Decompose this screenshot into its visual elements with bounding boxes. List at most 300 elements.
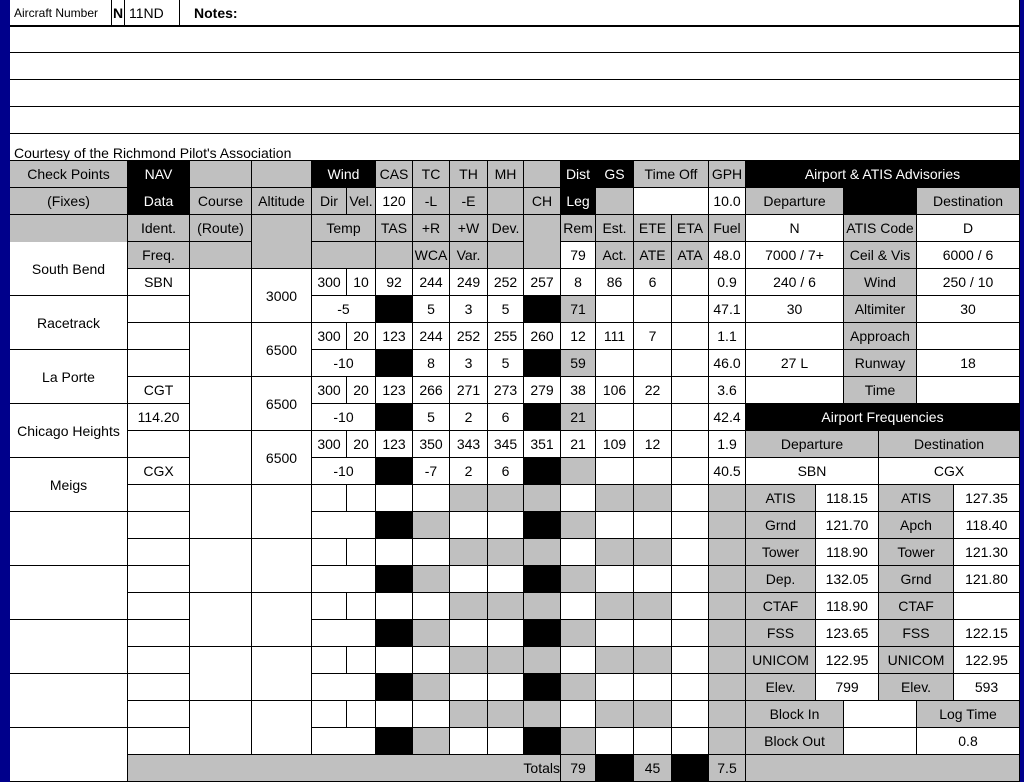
leg-5-gph[interactable] (709, 485, 746, 512)
leg-8-tc[interactable] (413, 647, 450, 674)
leg-2-th: 252 (450, 323, 488, 350)
leg-5-nav-ident[interactable] (128, 485, 190, 512)
leg-2-cas: 123 (376, 323, 413, 350)
leg-8-gs-act[interactable] (596, 674, 634, 701)
leg-8-course[interactable] (190, 647, 252, 701)
hdr-ate: ATE (634, 242, 672, 269)
leg-4-wca: -7 (413, 458, 450, 485)
leg-6-altitude[interactable] (252, 539, 312, 593)
leg-7-nav-freq[interactable] (128, 620, 190, 647)
leg-8-fuel[interactable] (709, 674, 746, 701)
checkpoint-blank-2[interactable] (10, 566, 128, 620)
atis-label-0: Ceil & Vis (844, 242, 917, 269)
leg-4-gs-act[interactable] (596, 458, 634, 485)
checkpoint-blank-4[interactable] (10, 674, 128, 728)
leg-5-tc[interactable] (413, 485, 450, 512)
leg-9-altitude[interactable] (252, 701, 312, 755)
leg-5-temp[interactable] (312, 512, 376, 539)
leg-8-ch[interactable] (524, 647, 561, 674)
leg-8-wind-vel[interactable] (347, 647, 376, 674)
leg-5-course[interactable] (190, 485, 252, 539)
leg-7-wind-vel[interactable] (347, 593, 376, 620)
hdr-cas: CAS (376, 161, 413, 188)
leg-3-nav-freq: 114.20 (128, 404, 190, 431)
leg-1-gs-act[interactable] (596, 296, 634, 323)
leg-6-ata[interactable] (672, 566, 709, 593)
leg-3-ata[interactable] (672, 404, 709, 431)
notes-line-3[interactable] (10, 80, 1020, 107)
freqs-dep-label-5: FSS (746, 620, 816, 647)
freqs-dep-value-7: 799 (816, 674, 879, 701)
leg-9-wind-dir[interactable] (312, 701, 347, 728)
leg-9-ch-blocked (524, 728, 561, 755)
leg-9-wind-vel[interactable] (347, 701, 376, 728)
leg-8-cas[interactable] (376, 647, 413, 674)
leg-9-mh[interactable] (488, 701, 524, 728)
leg-2-tas-blocked (376, 350, 413, 377)
hdr-check-points: Check Points (10, 161, 128, 188)
freqs-dep-airport: SBN (746, 458, 879, 485)
atis-dep-5 (746, 377, 844, 404)
atis-label-3: Approach (844, 323, 917, 350)
leg-9-ata[interactable] (672, 728, 709, 755)
leg-1-wind-dir: 300 (312, 269, 347, 296)
totals-dist: 79 (561, 755, 596, 782)
leg-7-eta[interactable] (672, 593, 709, 620)
leg-1-cas: 92 (376, 269, 413, 296)
n-prefix-label: N (112, 0, 125, 26)
leg-7-fuel[interactable] (709, 620, 746, 647)
hdr-ch-bottom (524, 215, 561, 269)
time-off-input[interactable] (634, 188, 709, 215)
freqs-dep-value-0: 118.15 (816, 485, 879, 512)
freqs-dest-label-0: ATIS (879, 485, 954, 512)
leg-4-th: 343 (450, 431, 488, 458)
atis-dest-2: 30 (917, 296, 1020, 323)
hdr-gs-blank (596, 188, 634, 215)
leg-3-th: 271 (450, 377, 488, 404)
leg-5-cas[interactable] (376, 485, 413, 512)
hdr-dist: Dist (561, 161, 596, 188)
leg-6-wca[interactable] (413, 566, 450, 593)
leg-4-dist: 21 (561, 431, 596, 458)
hdr-cas-value: 120 (376, 188, 413, 215)
atis-dest-1: 250 / 10 (917, 269, 1020, 296)
freqs-dest-label-6: UNICOM (879, 647, 954, 674)
leg-6-tc[interactable] (413, 539, 450, 566)
leg-5-wind-vel[interactable] (347, 485, 376, 512)
leg-4-nav-freq: CGX (128, 458, 190, 485)
freqs-dest-label-7: Elev. (879, 674, 954, 701)
leg-3-dev: 6 (488, 404, 524, 431)
leg-4-ata[interactable] (672, 458, 709, 485)
leg-5-ate[interactable] (634, 512, 672, 539)
hdr-leg: Leg (561, 188, 596, 215)
leg-6-ch-blocked (524, 566, 561, 593)
leg-5-ch[interactable] (524, 485, 561, 512)
leg-8-mh[interactable] (488, 647, 524, 674)
leg-7-wca[interactable] (413, 620, 450, 647)
freqs-dep-label-0: ATIS (746, 485, 816, 512)
leg-4-var: 2 (450, 458, 488, 485)
leg-6-th[interactable] (450, 539, 488, 566)
leg-9-gs-act[interactable] (596, 728, 634, 755)
leg-7-ch-blocked (524, 620, 561, 647)
leg-4-eta[interactable] (672, 431, 709, 458)
leg-1-th: 249 (450, 269, 488, 296)
leg-9-var[interactable] (450, 728, 488, 755)
totals-gs-blocked (596, 755, 634, 782)
leg-8-dist[interactable] (561, 647, 596, 674)
leg-6-tas-blocked (376, 566, 413, 593)
checkpoint-blank-5[interactable] (10, 728, 128, 782)
leg-3-temp: -10 (312, 404, 376, 431)
leg-2-wind-dir: 300 (312, 323, 347, 350)
leg-6-rem[interactable] (561, 566, 596, 593)
leg-7-rem[interactable] (561, 620, 596, 647)
leg-8-temp[interactable] (312, 674, 376, 701)
leg-6-var[interactable] (450, 566, 488, 593)
freqs-dest-label-5: FSS (879, 620, 954, 647)
leg-6-dist[interactable] (561, 539, 596, 566)
leg-3-tas-blocked (376, 404, 413, 431)
hdr-wind: Wind (312, 161, 376, 188)
leg-7-dist[interactable] (561, 593, 596, 620)
leg-9-dist[interactable] (561, 701, 596, 728)
block-in-value[interactable] (844, 701, 917, 728)
leg-7-ete[interactable] (634, 593, 672, 620)
freqs-dep-value-6: 122.95 (816, 647, 879, 674)
aircraft-number-value[interactable]: 11ND (125, 0, 180, 26)
checkpoint-blank-3[interactable] (10, 620, 128, 674)
leg-9-rem[interactable] (561, 728, 596, 755)
hdr-plus-r: +R (413, 215, 450, 242)
leg-3-altitude: 6500 (252, 377, 312, 431)
leg-1-eta[interactable] (672, 269, 709, 296)
atis-dest-5 (917, 377, 1020, 404)
leg-5-dist[interactable] (561, 485, 596, 512)
totals-label: Totals (128, 755, 561, 782)
leg-2-gs-act[interactable] (596, 350, 634, 377)
leg-8-ata[interactable] (672, 674, 709, 701)
leg-9-ete[interactable] (634, 701, 672, 728)
atis-label-2: Altimiter (844, 296, 917, 323)
leg-1-nav-freq (128, 296, 190, 323)
leg-3-nav-ident: CGT (128, 377, 190, 404)
freqs-dest-label-2: Tower (879, 539, 954, 566)
leg-8-nav-freq[interactable] (128, 674, 190, 701)
leg-6-ch[interactable] (524, 539, 561, 566)
leg-9-fuel[interactable] (709, 728, 746, 755)
leg-9-course[interactable] (190, 701, 252, 755)
leg-6-cas[interactable] (376, 539, 413, 566)
leg-1-gs-est: 86 (596, 269, 634, 296)
leg-2-course[interactable] (190, 323, 252, 377)
leg-2-ata[interactable] (672, 350, 709, 377)
leg-1-wind-vel: 10 (347, 269, 376, 296)
leg-9-nav-freq[interactable] (128, 728, 190, 755)
hdr-wca: WCA (413, 242, 450, 269)
atis-destination-label: Destination (917, 188, 1020, 215)
checkpoint-blank-1[interactable] (10, 512, 128, 566)
leg-5-nav-freq[interactable] (128, 512, 190, 539)
leg-1-ate[interactable] (634, 296, 672, 323)
leg-9-nav-ident[interactable] (128, 701, 190, 728)
hdr-gph-value: 10.0 (709, 188, 746, 215)
leg-7-ata[interactable] (672, 620, 709, 647)
leg-2-nav-freq (128, 350, 190, 377)
hdr-route: (Route) (190, 215, 252, 242)
leg-6-nav-freq[interactable] (128, 566, 190, 593)
leg-7-tc[interactable] (413, 593, 450, 620)
leg-2-nav-ident (128, 323, 190, 350)
leg-9-th[interactable] (450, 701, 488, 728)
leg-7-th[interactable] (450, 593, 488, 620)
leg-4-ate[interactable] (634, 458, 672, 485)
leg-6-fuel[interactable] (709, 566, 746, 593)
hdr-eta: ETA (672, 215, 709, 242)
leg-3-wind-dir: 300 (312, 377, 347, 404)
leg-6-wind-dir[interactable] (312, 539, 347, 566)
checkpoint-1: South Bend (10, 242, 128, 296)
leg-4-nav-ident (128, 431, 190, 458)
leg-9-wca[interactable] (413, 728, 450, 755)
hdr-tas: TAS (376, 215, 413, 242)
leg-9-temp[interactable] (312, 728, 376, 755)
leg-4-tas-blocked (376, 458, 413, 485)
leg-9-ch[interactable] (524, 701, 561, 728)
leg-7-gs-est[interactable] (596, 593, 634, 620)
leg-6-mh[interactable] (488, 539, 524, 566)
hdr-ident: Ident. (128, 215, 190, 242)
leg-8-wind-dir[interactable] (312, 647, 347, 674)
leg-5-gs-act[interactable] (596, 512, 634, 539)
leg-7-tas-blocked (376, 620, 413, 647)
leg-1-nav-ident: SBN (128, 269, 190, 296)
leg-5-wind-dir[interactable] (312, 485, 347, 512)
leg-2-mh: 255 (488, 323, 524, 350)
leg-7-dev[interactable] (488, 620, 524, 647)
leg-3-gs-act[interactable] (596, 404, 634, 431)
leg-5-mh[interactable] (488, 485, 524, 512)
leg-7-nav-ident[interactable] (128, 593, 190, 620)
hdr-tas-blank (376, 242, 413, 269)
leg-6-eta[interactable] (672, 539, 709, 566)
leg-2-dev: 5 (488, 350, 524, 377)
leg-5-fuel[interactable] (709, 512, 746, 539)
leg-4-fuel: 40.5 (709, 458, 746, 485)
leg-4-mh: 345 (488, 431, 524, 458)
leg-8-wca[interactable] (413, 674, 450, 701)
freqs-dep-value-3: 132.05 (816, 566, 879, 593)
leg-5-altitude[interactable] (252, 485, 312, 539)
freqs-dest-value-6: 122.95 (954, 647, 1020, 674)
hdr-tc: TC (413, 161, 450, 188)
leg-5-th[interactable] (450, 485, 488, 512)
leg-7-altitude[interactable] (252, 593, 312, 647)
atis-dest-4: 18 (917, 350, 1020, 377)
hdr-th: TH (450, 161, 488, 188)
notes-line-1[interactable] (10, 26, 1020, 53)
leg-9-cas[interactable] (376, 701, 413, 728)
leg-9-dev[interactable] (488, 728, 524, 755)
atis-dep-2: 30 (746, 296, 844, 323)
leg-9-gph[interactable] (709, 701, 746, 728)
freqs-dep-label-1: Grnd (746, 512, 816, 539)
hdr-time-off: Time Off (634, 161, 709, 188)
leg-9-tc[interactable] (413, 701, 450, 728)
leg-1-ata[interactable] (672, 296, 709, 323)
leg-9-ate[interactable] (634, 728, 672, 755)
hdr-fixes: (Fixes) (10, 188, 128, 215)
checkpoint-4: Chicago Heights (10, 404, 128, 458)
freqs-dep-value-2: 118.90 (816, 539, 879, 566)
leg-7-ch[interactable] (524, 593, 561, 620)
hdr-mh: MH (488, 161, 524, 188)
leg-8-dev[interactable] (488, 674, 524, 701)
leg-7-wind-dir[interactable] (312, 593, 347, 620)
leg-1-course[interactable] (190, 269, 252, 323)
leg-5-rem[interactable] (561, 512, 596, 539)
leg-6-temp[interactable] (312, 566, 376, 593)
log-time-label: Log Time (917, 701, 1020, 728)
leg-7-gph[interactable] (709, 593, 746, 620)
leg-3-ete: 22 (634, 377, 672, 404)
notes-line-2[interactable] (10, 53, 1020, 80)
leg-5-ete[interactable] (634, 485, 672, 512)
leg-3-ate[interactable] (634, 404, 672, 431)
freqs-dep-label-2: Tower (746, 539, 816, 566)
freqs-dest-value-4 (954, 593, 1020, 620)
leg-2-altitude: 6500 (252, 323, 312, 377)
hdr-alt-top (252, 161, 312, 188)
leg-7-mh[interactable] (488, 593, 524, 620)
leg-3-dist: 38 (561, 377, 596, 404)
block-out-value[interactable] (844, 728, 917, 755)
leg-2-temp: -10 (312, 350, 376, 377)
leg-3-tc: 266 (413, 377, 450, 404)
atis-dest-3 (917, 323, 1020, 350)
leg-6-dev[interactable] (488, 566, 524, 593)
freqs-dep-label-4: CTAF (746, 593, 816, 620)
leg-8-rem[interactable] (561, 674, 596, 701)
leg-1-mh: 252 (488, 269, 524, 296)
leg-8-eta[interactable] (672, 647, 709, 674)
leg-7-gs-act[interactable] (596, 620, 634, 647)
leg-8-nav-ident[interactable] (128, 647, 190, 674)
hdr-var: Var. (450, 242, 488, 269)
totals-ete: 45 (634, 755, 672, 782)
leg-1-temp: -5 (312, 296, 376, 323)
hdr-altitude: Altitude (252, 188, 312, 215)
leg-8-var[interactable] (450, 674, 488, 701)
atis-dest-0: 6000 / 6 (917, 242, 1020, 269)
leg-4-course[interactable] (190, 431, 252, 485)
leg-8-th[interactable] (450, 647, 488, 674)
block-in-label: Block In (746, 701, 844, 728)
atis-dep-4: 27 L (746, 350, 844, 377)
flight-log-sheet (10, 0, 1020, 776)
hdr-ch-top (524, 161, 561, 188)
leg-3-eta[interactable] (672, 377, 709, 404)
leg-5-gs-est[interactable] (596, 485, 634, 512)
leg-7-ate[interactable] (634, 620, 672, 647)
leg-5-dev[interactable] (488, 512, 524, 539)
leg-6-gph[interactable] (709, 539, 746, 566)
freqs-dest-label-1: Apch (879, 512, 954, 539)
leg-6-wind-vel[interactable] (347, 539, 376, 566)
leg-8-gs-est[interactable] (596, 647, 634, 674)
atis-dep-code: N (746, 215, 844, 242)
leg-3-course[interactable] (190, 377, 252, 431)
leg-9-eta[interactable] (672, 701, 709, 728)
leg-2-eta[interactable] (672, 323, 709, 350)
leg-6-gs-act[interactable] (596, 566, 634, 593)
leg-5-ata[interactable] (672, 512, 709, 539)
leg-8-ch-blocked (524, 674, 561, 701)
leg-4-tc: 350 (413, 431, 450, 458)
leg-1-rem: 71 (561, 296, 596, 323)
hdr-plus-w: +W (450, 215, 488, 242)
leg-3-mh: 273 (488, 377, 524, 404)
leg-4-dev: 6 (488, 458, 524, 485)
leg-3-rem: 21 (561, 404, 596, 431)
leg-9-tas-blocked (376, 728, 413, 755)
atis-dep-1: 240 / 6 (746, 269, 844, 296)
leg-6-ete[interactable] (634, 539, 672, 566)
leg-9-gs-est[interactable] (596, 701, 634, 728)
leg-7-var[interactable] (450, 620, 488, 647)
leg-1-dist: 8 (561, 269, 596, 296)
leg-8-ete[interactable] (634, 647, 672, 674)
leg-6-ate[interactable] (634, 566, 672, 593)
atis-dep-3 (746, 323, 844, 350)
leg-5-eta[interactable] (672, 485, 709, 512)
log-time-value: 0.8 (917, 728, 1020, 755)
hdr-ch: CH (524, 188, 561, 215)
leg-4-gs-est: 109 (596, 431, 634, 458)
leg-3-gs-est: 106 (596, 377, 634, 404)
leg-1-ch-blocked (524, 296, 561, 323)
notes-line-4[interactable] (10, 107, 1020, 134)
leg-4-ete: 12 (634, 431, 672, 458)
checkpoint-5: Meigs (10, 458, 128, 512)
leg-8-ate[interactable] (634, 674, 672, 701)
freqs-departure-label: Departure (746, 431, 879, 458)
leg-7-cas[interactable] (376, 593, 413, 620)
leg-7-course[interactable] (190, 593, 252, 647)
leg-6-nav-ident[interactable] (128, 539, 190, 566)
hdr-nav: NAV (128, 161, 190, 188)
leg-7-temp[interactable] (312, 620, 376, 647)
hdr-ete: ETE (634, 215, 672, 242)
freqs-dest-value-2: 121.30 (954, 539, 1020, 566)
hdr-rem: Rem (561, 215, 596, 242)
leg-2-fuel: 46.0 (709, 350, 746, 377)
leg-8-altitude[interactable] (252, 647, 312, 701)
leg-8-gph[interactable] (709, 647, 746, 674)
leg-5-var[interactable] (450, 512, 488, 539)
leg-1-altitude: 3000 (252, 269, 312, 323)
leg-6-course[interactable] (190, 539, 252, 593)
leg-2-ate[interactable] (634, 350, 672, 377)
freqs-dest-airport: CGX (879, 458, 1020, 485)
hdr-fuel-value: 48.0 (709, 242, 746, 269)
leg-6-gs-est[interactable] (596, 539, 634, 566)
leg-5-wca[interactable] (413, 512, 450, 539)
leg-4-altitude: 6500 (252, 431, 312, 485)
atis-dest-code: D (917, 215, 1020, 242)
